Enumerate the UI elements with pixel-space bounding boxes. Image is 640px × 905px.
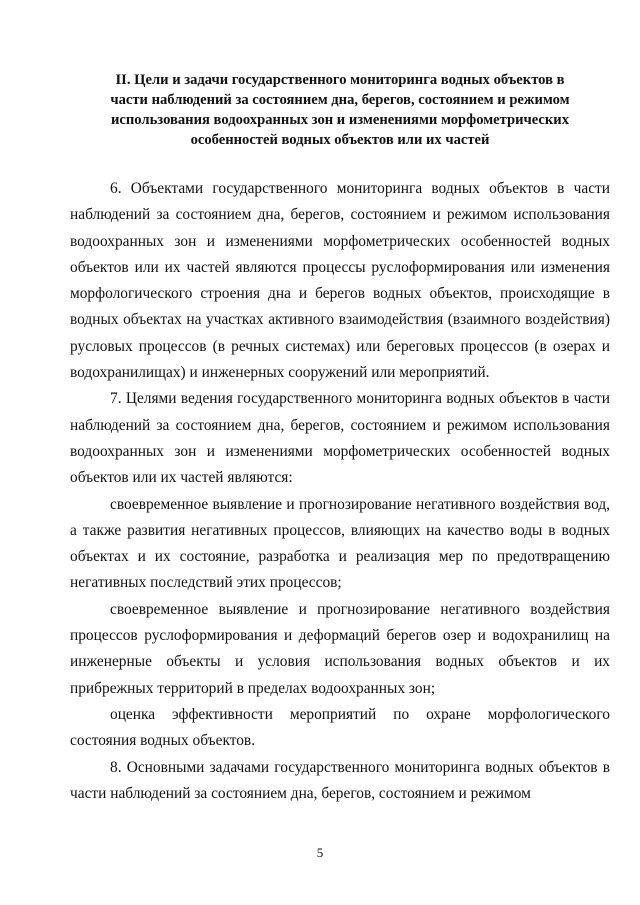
goal-item-1: своевременное выявление и прогнозирование негативного воздействия вод, а также развития негативных процессов, влияющих на качество воды в водных объектах и их состояние, разработка и реализация мер по предотвращению негативных последствий этих процессов; [70,495,610,592]
goal-item-3: оценка эффективности мероприятий по охране морфологического состояния водных объектов. [70,705,610,750]
document-body [70,176,610,807]
page-number: 5 [316,845,324,860]
paragraph-6: 6. Объектами государственного мониторинга водных объектов в части наблюдений за состоянием дна, берегов, состоянием и режимом использования водоохранных зон и изменениями морфометрических особенностей водных объектов или их частей являются процессы руслоформирования или изменения морфологического строения дна и берегов водных объектов, происходящие в водных объектах на участках активного взаимодействия (взаимного воздействия) русловых процессов (в речных системах) или береговых процессов (в озерах и водохранилищах) и инженерных сооружений или мероприятий. [70,180,610,382]
goal-item-2: своевременное выявление и прогнозирование негативного воздействия процессов руслоформирования и деформаций берегов озер и водохранилищ на инженерные объекты и условия использования водных объектов и их прибрежных территорий в пределах водоохранных зон; [70,600,610,697]
paragraph-7: 7. Целями ведения государственного мониторинга водных объектов в части наблюдений за состоянием дна, берегов, состоянием и режимом использования водоохранных зон и изменениями морфометрических особенностей водных объектов или их частей являются: [70,390,610,487]
paragraph-8: 8. Основными задачами государственного мониторинга водных объектов в части наблюдений за состоянием дна, берегов, состоянием и режимом [70,758,610,802]
section-title: II. Цели и задачи государственного мониторинга водных объектов в части наблюдений за состоянием дна, берегов, состоянием и режимом использования водоохранных зон и изменениями морфометрических особенностей водных объектов или их частей [110,72,570,148]
